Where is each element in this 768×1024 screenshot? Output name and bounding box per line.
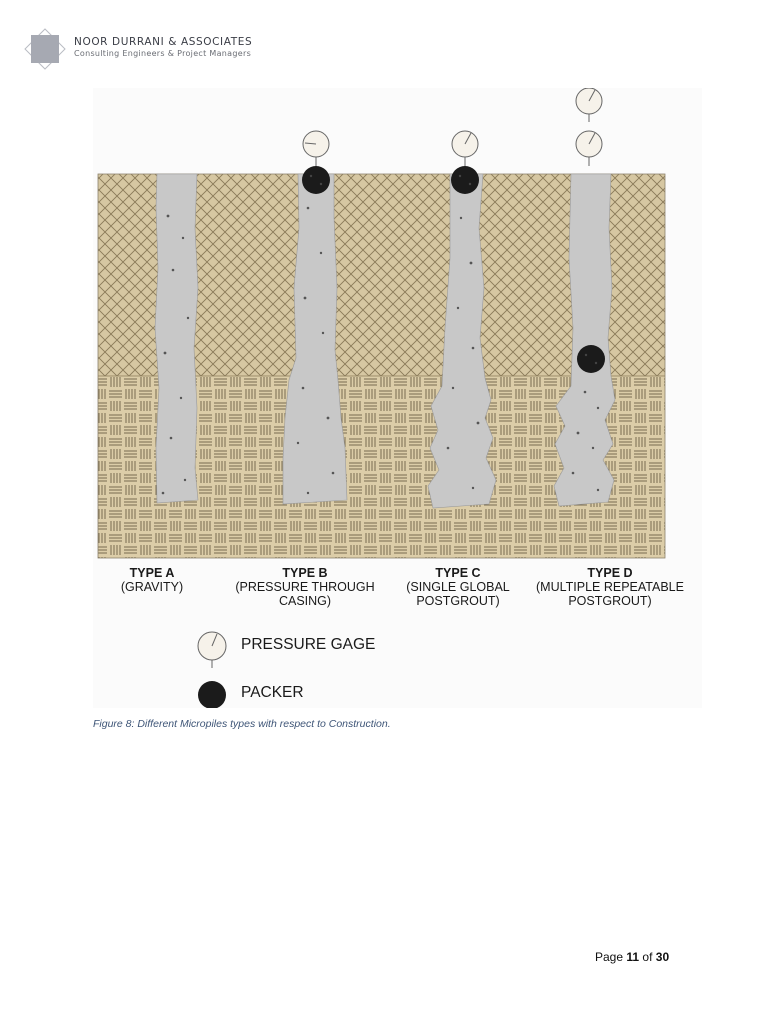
company-name: NOOR DURRANI & ASSOCIATES	[74, 36, 253, 48]
type-d-desc-line2: POSTGROUT)	[568, 594, 652, 608]
type-d-label	[525, 566, 695, 608]
micropile-figure	[93, 88, 702, 708]
type-c-desc-line1: (SINGLE GLOBAL	[406, 580, 510, 594]
type-b-desc-line1: (PRESSURE THROUGH	[235, 580, 375, 594]
type-a-title: TYPE A	[129, 566, 175, 580]
legend-gage-label: PRESSURE GAGE	[241, 636, 376, 653]
page-footer	[595, 950, 669, 964]
company-tagline: Consulting Engineers & Project Managers	[74, 49, 252, 58]
legend-packer-label: PACKER	[241, 684, 304, 701]
micropile-diagram	[93, 88, 702, 708]
type-c-title: TYPE C	[435, 566, 481, 580]
page-current: 11	[626, 950, 640, 964]
type-b-packer	[302, 166, 330, 194]
type-d-pressure-gage-icon-2	[576, 131, 602, 166]
company-logo	[24, 28, 66, 70]
type-d-title: TYPE D	[587, 566, 633, 580]
type-d-packer	[577, 345, 605, 373]
type-a-grout-column	[155, 174, 198, 503]
type-c-desc-line2: POSTGROUT)	[416, 594, 500, 608]
type-c-label	[373, 566, 543, 608]
type-c-packer	[451, 166, 479, 194]
type-b-title: TYPE B	[282, 566, 328, 580]
type-d-desc-line1: (MULTIPLE REPEATABLE	[536, 580, 684, 594]
type-c-pressure-gage-icon	[452, 131, 478, 166]
type-a-desc-line1: (GRAVITY)	[120, 580, 184, 594]
diamond-logo-icon	[24, 28, 66, 70]
figure-caption: Figure 8: Different Micropiles types with respect to Construction.	[93, 718, 391, 730]
of-word: of	[642, 950, 653, 964]
company-header	[74, 36, 252, 58]
type-a-label	[67, 566, 237, 594]
legend-pressure-gage-icon	[198, 632, 226, 668]
page-total: 30	[655, 950, 670, 964]
type-b-pressure-gage-icon	[303, 131, 329, 166]
type-b-label	[220, 566, 390, 608]
page-word: Page	[595, 950, 624, 964]
legend-packer-icon	[198, 681, 226, 708]
type-b-desc-line2: CASING)	[278, 594, 332, 608]
type-d-pressure-gage-icon	[576, 88, 602, 122]
